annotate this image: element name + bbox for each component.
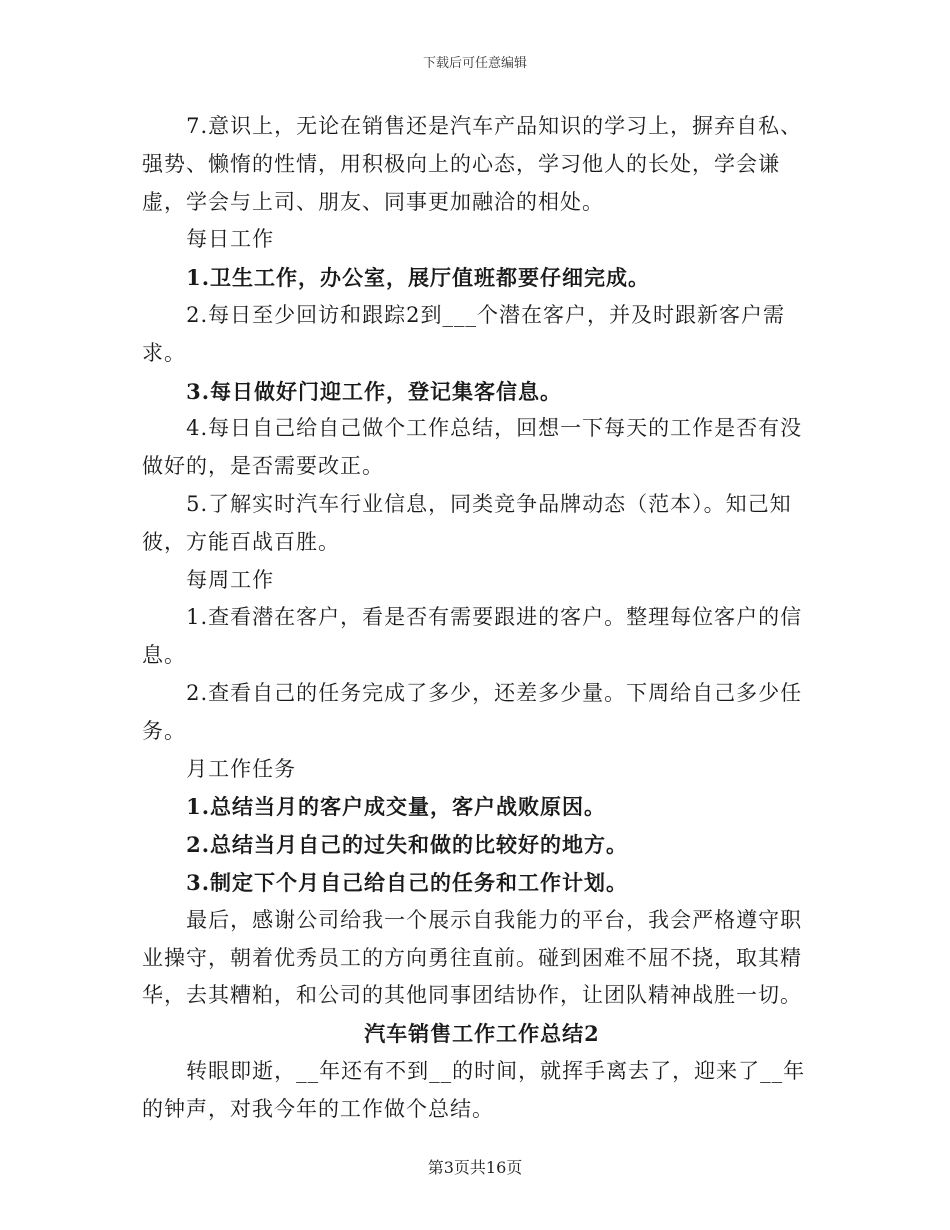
section-label-daily: 每日工作	[186, 227, 275, 252]
intro-paragraph: 转眼即逝，__年还有不到__的时间，就挥手离去了，迎来了__年的钟声，对我今年的工作做个总结。	[142, 1058, 806, 1121]
page-footer: 第3页共16页	[427, 1158, 523, 1177]
document-body	[142, 108, 822, 1129]
daily-item-5: 5.了解实时汽车行业信息，同类竞争品牌动态（范本）。知己知彼，方能百战百胜。	[142, 491, 792, 554]
daily-item-2: 2.每日至少回访和跟踪2到___个潜在客户，并及时跟新客户需求。	[142, 302, 785, 365]
daily-item-4: 4.每日自己给自己做个工作总结，回想一下每天的工作是否有没做好的，是否需要改正。	[142, 416, 803, 479]
daily-item-3: 3.每日做好门迎工作，登记集客信息。	[186, 378, 563, 404]
weekly-item-2: 2.查看自己的任务完成了多少，还差多少量。下周给自己多少任务。	[142, 680, 803, 743]
weekly-item-1: 1.查看潜在客户，看是否有需要跟进的客户。整理每位客户的信息。	[142, 605, 803, 668]
closing-paragraph: 最后，感谢公司给我一个展示自我能力的平台，我会严格遵守职业操守，朝着优秀员工的方向勇往直前。碰到困难不屈不挠，取其精华，去其糟粕，和公司的其他同事团结协作，让团队精神战胜一切。	[142, 907, 803, 1008]
section-title: 汽车销售工作工作总结2	[364, 1021, 600, 1047]
section-label-monthly: 月工作任务	[186, 756, 297, 781]
daily-item-1: 1.卫生工作，办公室，展厅值班都要仔细完成。	[186, 265, 651, 291]
section-label-weekly: 每周工作	[186, 567, 275, 592]
monthly-item-1: 1.总结当月的客户成交量，客户战败原因。	[186, 794, 607, 820]
page-header: 下载后可任意编辑	[422, 56, 527, 71]
monthly-item-3: 3.制定下个月自己给自己的任务和工作计划。	[186, 869, 629, 895]
monthly-item-2: 2.总结当月自己的过失和做的比较好的地方。	[186, 832, 629, 858]
paragraph-item-7: 7.意识上，无论在销售还是汽车产品知识的学习上，摒弃自私、强势、懒惰的性情，用积极向上的心态，学习他人的长处，学会谦虚，学会与上司、朋友、同事更加融洽的相处。	[142, 114, 803, 214]
